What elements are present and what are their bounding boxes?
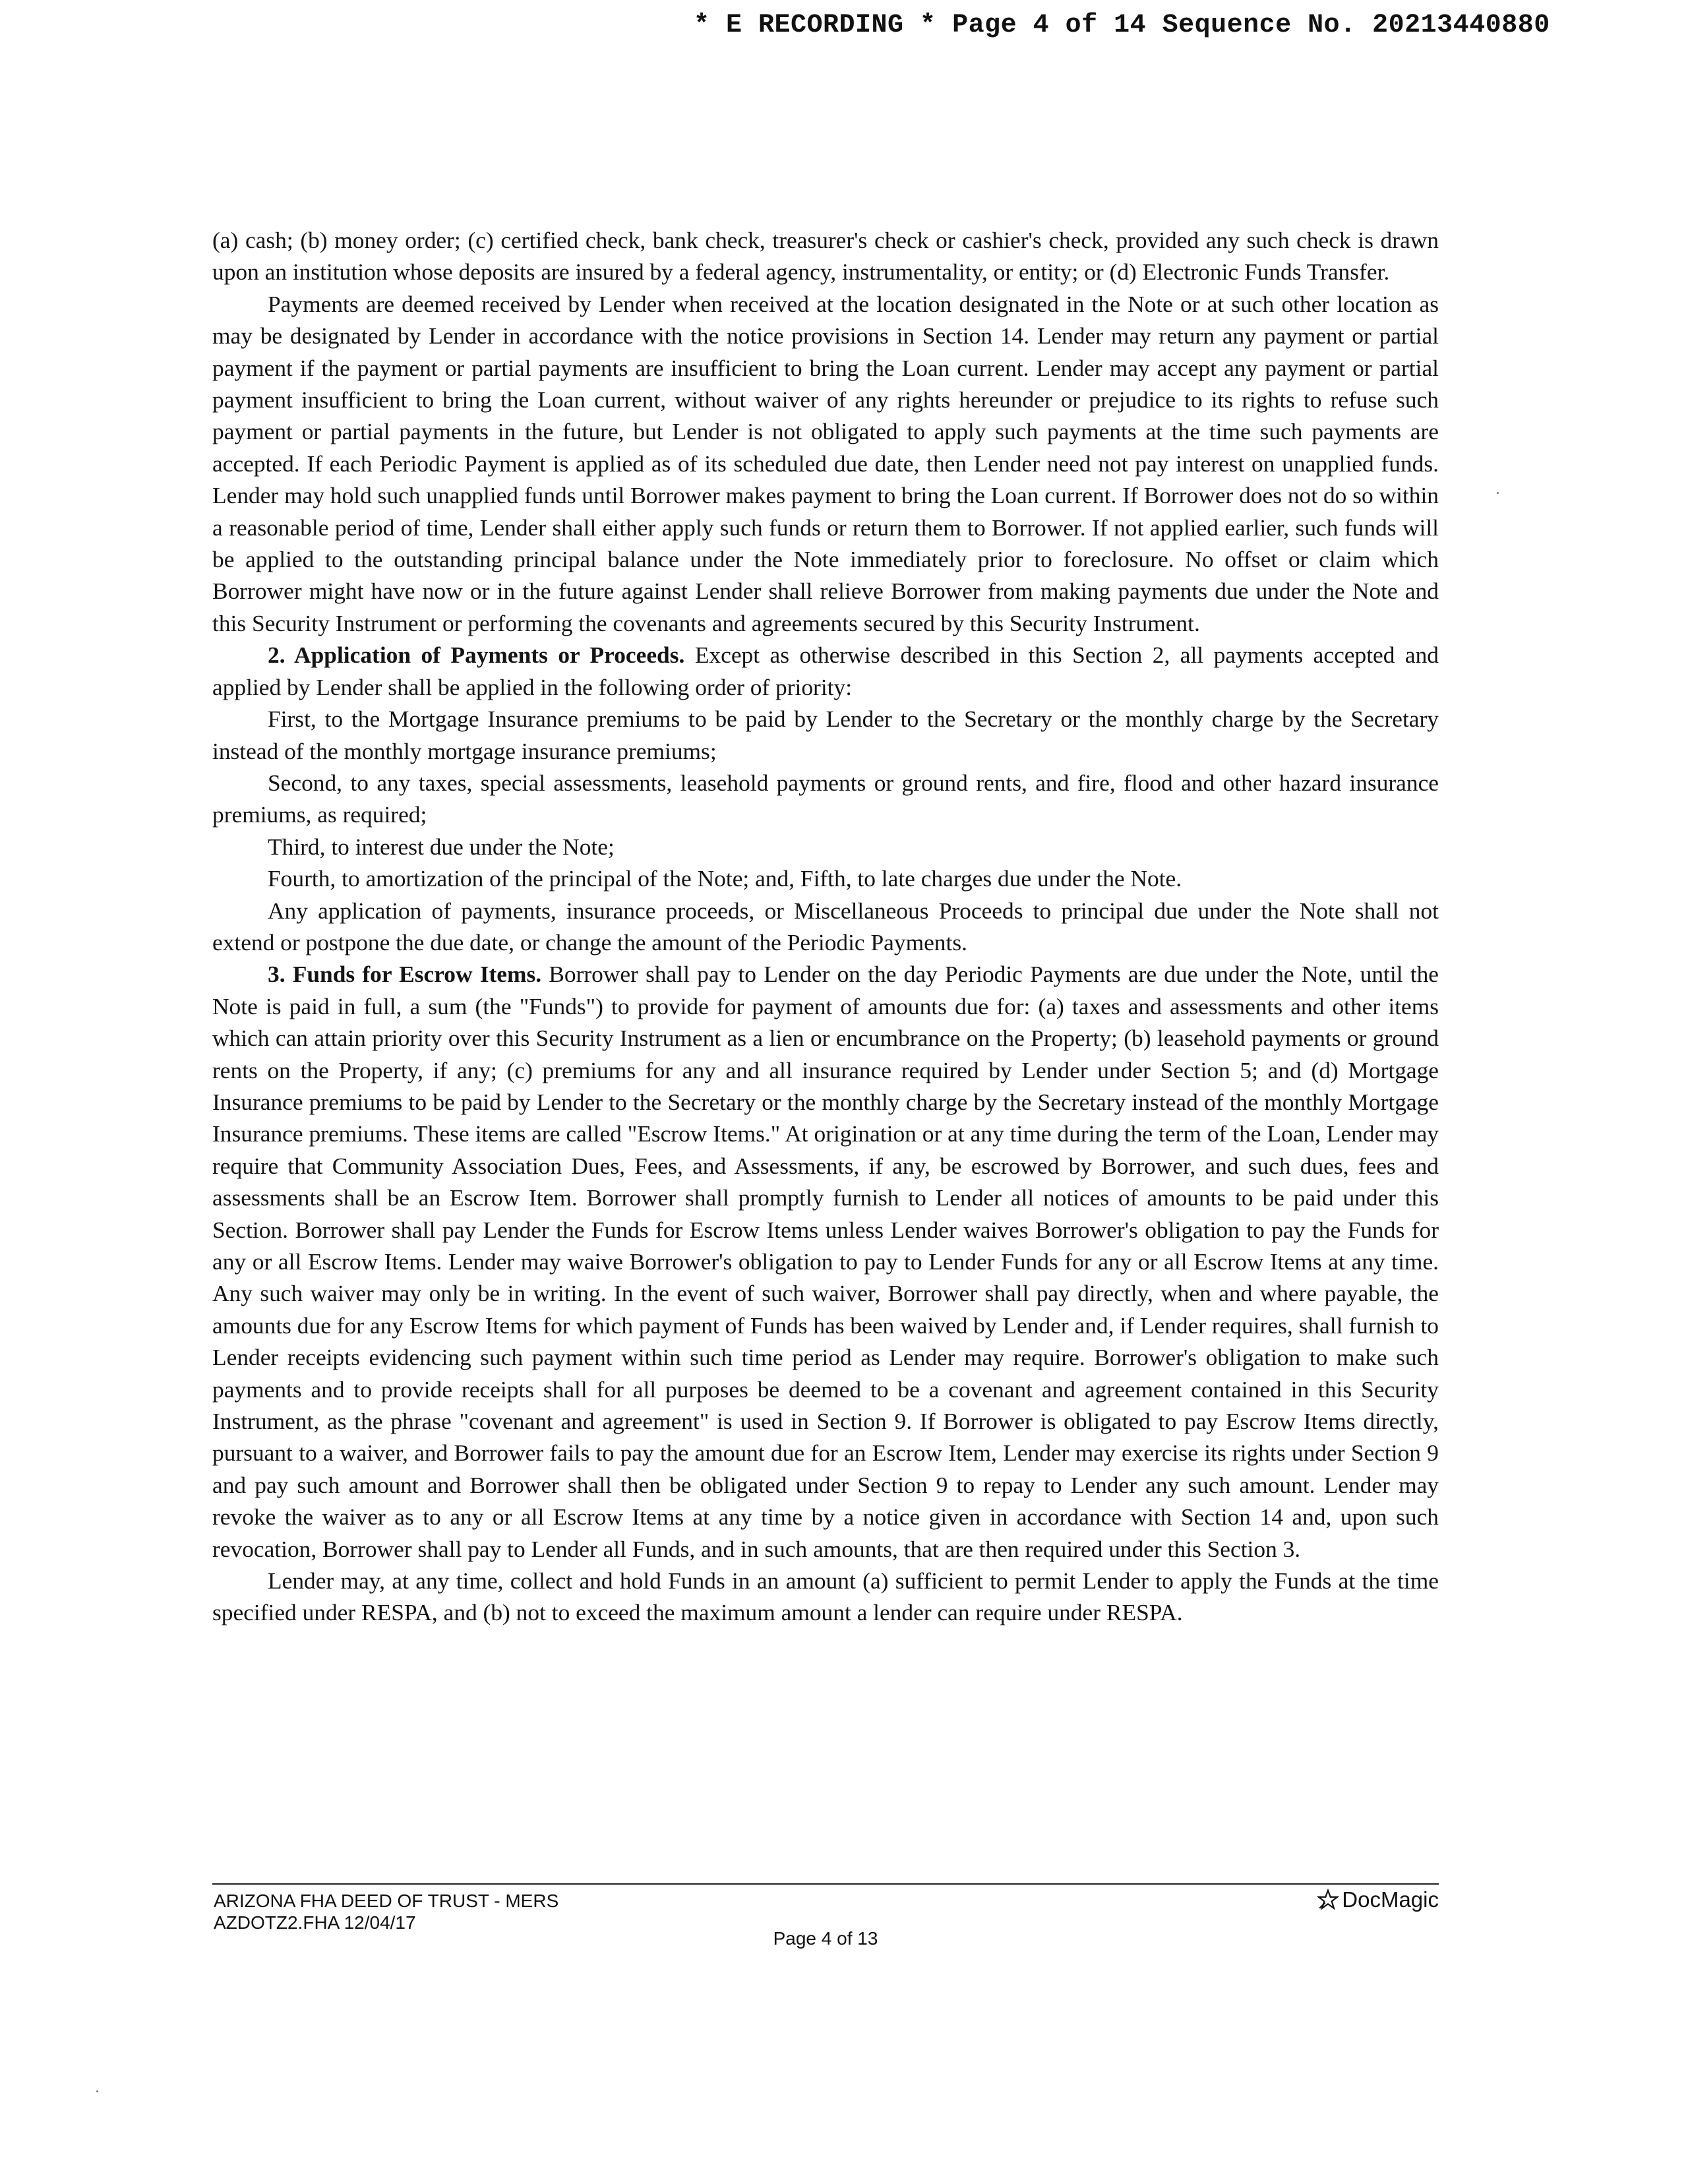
- form-title: ARIZONA FHA DEED OF TRUST - MERS: [214, 1891, 559, 1911]
- brand-name: DocMagic: [1342, 1887, 1439, 1912]
- paragraph-payment-forms: (a) cash; (b) money order; (c) certified check, bank check, treasurer's check or cashier's check, provided any such check is drawn upon an institution whose deposits are insured by a federal agency, instrumentality, or entity; or (d) Electronic Funds Transfer.: [212, 227, 1439, 286]
- paragraph-any-application: Any application of payments, insurance proceeds, or Miscellaneous Proceeds to principal due under the Note shall not extend or postpone the due date, or change the amount of the Periodic Payments.: [212, 897, 1439, 956]
- section-2-paragraph: [212, 639, 1439, 703]
- docmagic-logo: [1317, 1887, 1439, 1912]
- priority-third: Third, to interest due under the Note;: [268, 833, 615, 860]
- scan-speck: [1497, 492, 1499, 494]
- section-3-paragraph: [212, 958, 1439, 1565]
- form-code: AZDOTZ2.FHA 12/04/17: [214, 1912, 416, 1933]
- section-3-heading: 3. Funds for Escrow Items.: [268, 961, 542, 988]
- priority-fourth-fifth: Fourth, to amortization of the principal of the Note; and, Fifth, to late charges due under the Note.: [268, 865, 1182, 892]
- section-3-text: Borrower shall pay to Lender on the day Periodic Payments are due under the Note, until the Note is paid in full, a sum (the "Funds") to provide for payment of amounts due for: (a) taxes and assessments and other items which can attain priority over this Security Instrument as a lien or encumbrance on the Property; (b) leasehold payments or ground rents on the Property, if any; (c) premiums for any and all insurance required by Lender under Section 5; and (d) Mortgage Insurance premiums to be paid by Lender to the Secretary or the monthly charge by the Secretary instead of the monthly Mortgage Insurance premiums. These items are called "Escrow Items." At origination or at any time during the term of the Loan, Lender may require that Community Association Dues, Fees, and Assessments, if any, be escrowed by Borrower, and such dues, fees and assessments shall be an Escrow Item. Borrower shall promptly furnish to Lender all notices of amounts to be paid under this Section. Borrower shall pay Lender the Funds for Escrow Items unless Lender waives Borrower's obligation to pay the Funds for any or all Escrow Items. Lender may waive Borrower's obligation to pay to Lender Funds for any or all Escrow Items at any time. Any such waiver may only be in writing. In the event of such waiver, Borrower shall pay directly, when and where payable, the amounts due for any Escrow Items for which payment of Funds has been waived by Lender and, if Lender requires, shall furnish to Lender receipts evidencing such payment within such time period as Lender may require. Borrower's obligation to make such payments and to provide receipts shall for all purposes be deemed to be a covenant and agreement contained in this Security Instrument, as the phrase "covenant and agreement" is used in Section 9. If Borrower is obligated to pay Escrow Items directly, pursuant to a waiver, and Borrower fails to pay the amount due for an Escrow Item, Lender may exercise its rights under Section 9 and pay such amount and Borrower shall then be obligated under Section 9 to repay to Lender any such amount. Lender may revoke the waiver as to any or all Escrow Items at any time by a notice given in accordance with Section 14 and, upon such revocation, Borrower shall pay to Lender all Funds, and in such amounts, that are then required under this Section 3.: [212, 961, 1439, 1562]
- priority-second: Second, to any taxes, special assessments, leasehold payments or ground rents, and fire, flood and other hazard insurance premiums, as required;: [212, 769, 1439, 828]
- paragraph-payments-received: Payments are deemed received by Lender when received at the location designated in the Note or at such other location as may be designated by Lender in accordance with the notice provisions in Section 14. Lender may return any payment or partial payment if the payment or partial payments are insufficient to bring the Loan current. Lender may accept any payment or partial payment insufficient to bring the Loan current, without waiver of any rights hereunder or prejudice to its rights to refuse such payment or partial payments in the future, but Lender is not obligated to apply such payments at the time such payments are accepted. If each Periodic Payment is applied as of its scheduled due date, then Lender need not pay interest on unapplied funds. Lender may hold such unapplied funds until Borrower makes payment to bring the Loan current. If Borrower does not do so within a reasonable period of time, Lender shall either apply such funds or return them to Borrower. If not applied earlier, such funds will be applied to the outstanding principal balance under the Note immediately prior to foreclosure. No offset or claim which Borrower might have now or in the future against Lender shall relieve Borrower from making payments due under the Note and this Security Instrument or performing the covenants and agreements secured by this Security Instrument.: [212, 290, 1439, 636]
- document-body: [212, 224, 1439, 1629]
- section-2-text: Except as otherwise described in this Section 2, all payments accepted and applied by Lender shall be applied in the following order of priority:: [212, 642, 1439, 700]
- scan-speck: [96, 2090, 98, 2092]
- section-2-heading: 2. Application of Payments or Proceeds.: [268, 642, 685, 669]
- priority-first: First, to the Mortgage Insurance premiums to be paid by Lender to the Secretary or the monthly charge by the Secretary instead of the monthly mortgage insurance premiums;: [212, 706, 1439, 764]
- footer-form-info: [214, 1890, 558, 1933]
- page-number: Page 4 of 13: [773, 1928, 878, 1949]
- recording-stamp: * E RECORDING * Page 4 of 14 Sequence No. 20213440880: [694, 11, 1550, 40]
- star-icon: [1317, 1889, 1339, 1911]
- footer-divider: [212, 1883, 1439, 1885]
- paragraph-lender-may: Lender may, at any time, collect and hold Funds in an amount (a) sufficient to permit Lender to apply the Funds at the time specified under RESPA, and (b) not to exceed the maximum amount a lender can require under RESPA.: [212, 1567, 1439, 1626]
